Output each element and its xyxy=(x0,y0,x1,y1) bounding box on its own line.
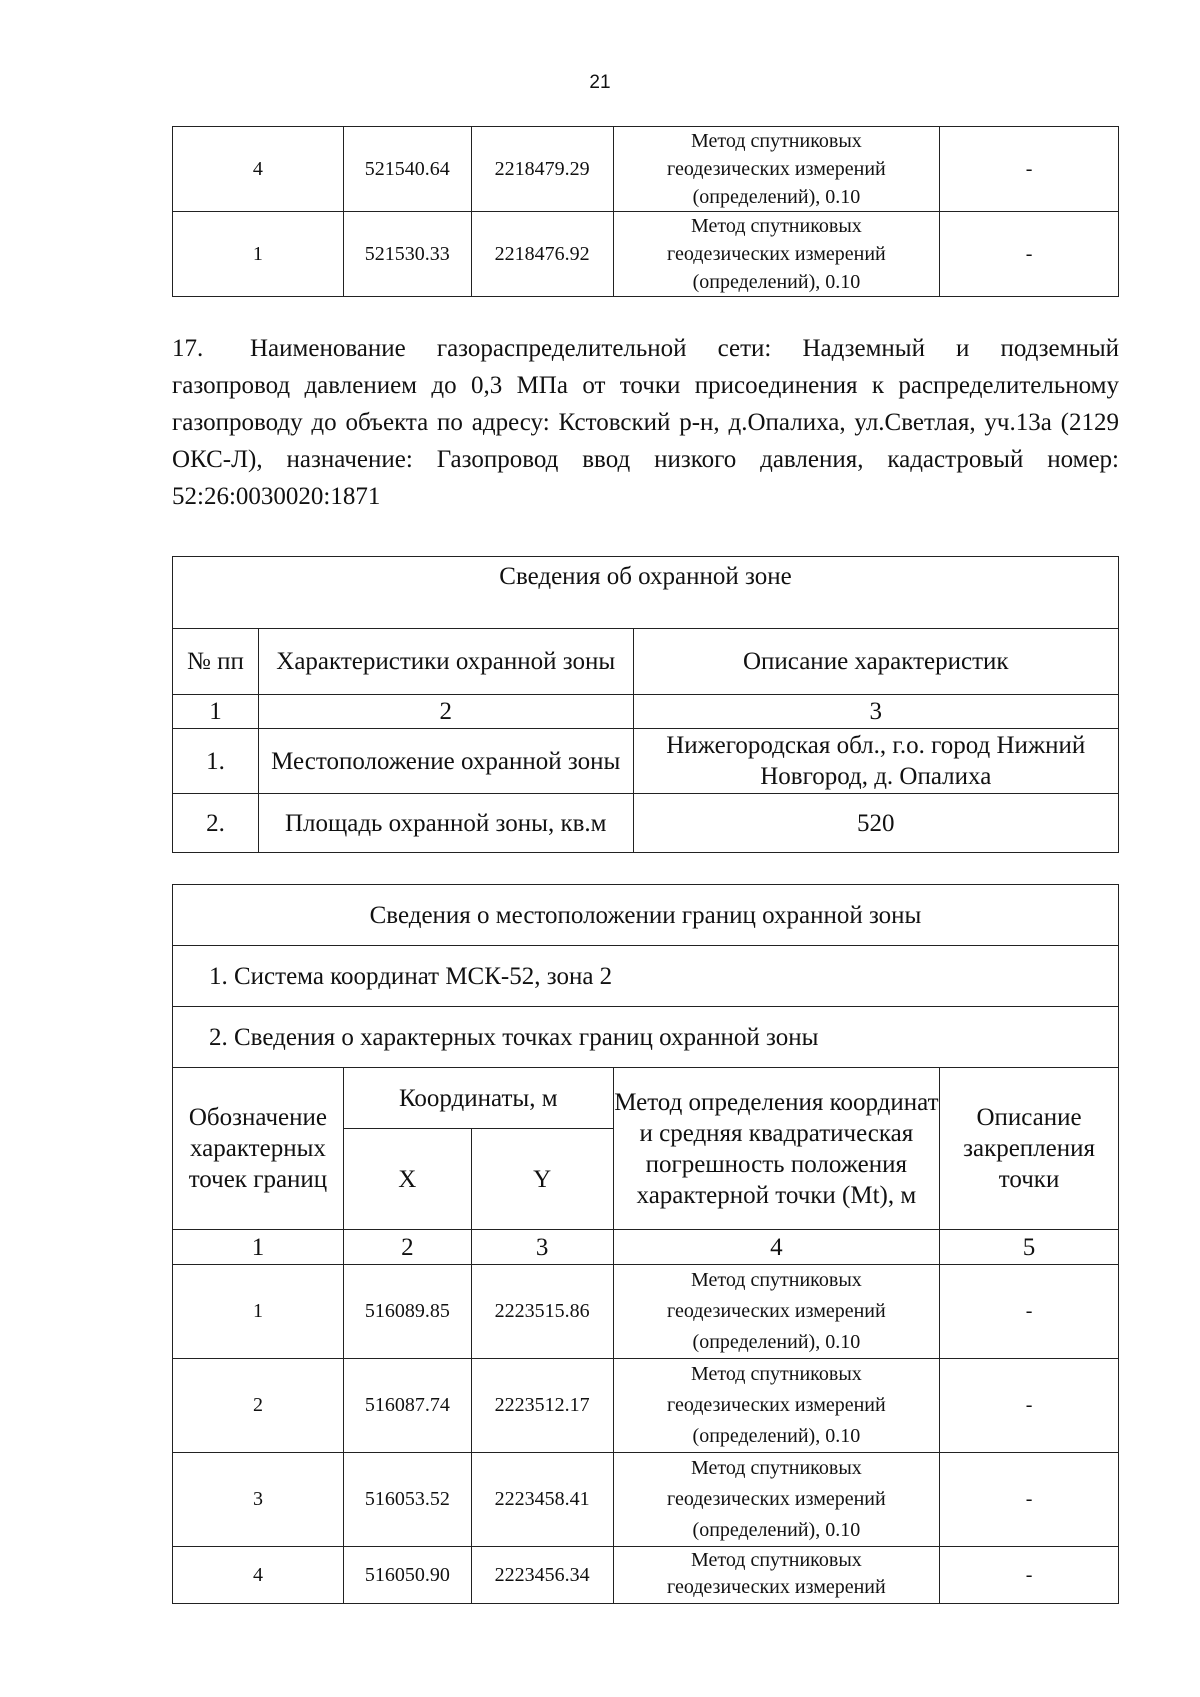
fixing-cell: - xyxy=(940,1547,1119,1604)
row-number: 1. xyxy=(173,729,259,794)
section-text: Наименование газораспределительной сети: Надземный и подземный газопровод давлением до 0,3 МПа от точки присоединения к распределительному газопроводу до объекта по адресу: Кстовский р-н, д.Опалиха, ул.Светлая, уч.13а (2129 ОКС-Л), назначение: Газопровод ввод низкого давления, кадастровый номер: 52:26:0030020:1871 xyxy=(172,335,1119,510)
column-number: 5 xyxy=(940,1230,1119,1265)
method-cell xyxy=(613,1359,940,1453)
column-number: 3 xyxy=(633,695,1118,729)
coord-x: 516050.90 xyxy=(343,1547,471,1604)
coord-x: 516053.52 xyxy=(343,1453,471,1547)
method-line: геодезических измерений xyxy=(667,1576,886,1598)
coord-y: 2218479.29 xyxy=(471,127,613,212)
coordinates-table-continued xyxy=(172,126,1119,297)
table-row xyxy=(173,212,1119,297)
table-row xyxy=(173,1547,1119,1604)
point-id: 3 xyxy=(173,1453,344,1547)
method-line: (определений), 0.10 xyxy=(692,1519,861,1541)
header-designation: Обозначение характерных точек границ xyxy=(173,1068,344,1230)
header-description: Описание характеристик xyxy=(633,629,1118,695)
method-line: Метод спутниковых xyxy=(690,1363,862,1385)
table-row xyxy=(173,729,1119,794)
row-number: 2. xyxy=(173,794,259,853)
fixing-cell: - xyxy=(940,212,1119,297)
characteristic-name: Площадь охранной зоны, кв.м xyxy=(258,794,633,853)
method-line: геодезических измерений xyxy=(667,1394,886,1416)
point-id: 1 xyxy=(173,212,344,297)
section-paragraph xyxy=(172,330,1119,515)
coord-x: 516089.85 xyxy=(343,1265,471,1359)
method-line: (определений), 0.10 xyxy=(692,1331,861,1353)
coord-x: 521530.33 xyxy=(343,212,471,297)
zone-info-table xyxy=(172,556,1119,853)
table-row xyxy=(173,1265,1119,1359)
method-line: Метод спутниковых xyxy=(690,1549,862,1571)
column-number: 1 xyxy=(173,695,259,729)
header-fixing: Описание закрепления точки xyxy=(940,1068,1119,1230)
method-line: геодезических измерений xyxy=(667,1488,886,1510)
method-line: (определений), 0.10 xyxy=(692,1425,861,1447)
zone-table-title: Сведения об охранной зоне xyxy=(173,557,1119,629)
table-row xyxy=(173,794,1119,853)
fixing-cell: - xyxy=(940,1265,1119,1359)
coord-y: 2223456.34 xyxy=(471,1547,613,1604)
column-number: 1 xyxy=(173,1230,344,1265)
coord-y: 2223458.41 xyxy=(471,1453,613,1547)
column-number: 4 xyxy=(613,1230,940,1265)
table-row xyxy=(173,1359,1119,1453)
method-line: геодезических измерений xyxy=(667,243,886,265)
coord-y: 2218476.92 xyxy=(471,212,613,297)
coord-y: 2223512.17 xyxy=(471,1359,613,1453)
method-cell xyxy=(613,1265,940,1359)
method-line: (определений), 0.10 xyxy=(692,186,861,208)
method-line: (определений), 0.10 xyxy=(692,271,861,293)
point-id: 4 xyxy=(173,127,344,212)
fixing-cell: - xyxy=(940,1453,1119,1547)
fixing-cell: - xyxy=(940,127,1119,212)
point-id: 2 xyxy=(173,1359,344,1453)
fixing-cell: - xyxy=(940,1359,1119,1453)
method-cell xyxy=(613,212,940,297)
page-number: 21 xyxy=(589,72,611,93)
coord-x: 516087.74 xyxy=(343,1359,471,1453)
header-y: Y xyxy=(471,1129,613,1230)
section-number: 17. xyxy=(172,335,204,362)
point-id: 1 xyxy=(173,1265,344,1359)
header-coordinates: Координаты, м xyxy=(343,1068,613,1129)
method-cell xyxy=(613,1547,940,1604)
coordinate-system: 1. Система координат МСК-52, зона 2 xyxy=(173,946,1119,1007)
boundary-location-table xyxy=(172,884,1119,1604)
header-characteristics: Характеристики охранной зоны xyxy=(258,629,633,695)
method-line: геодезических измерений xyxy=(667,1300,886,1322)
table-row xyxy=(173,127,1119,212)
method-cell xyxy=(613,127,940,212)
header-number: № пп xyxy=(173,629,259,695)
characteristic-value: Нижегородская обл., г.о. город Нижний Новгород, д. Опалиха xyxy=(633,729,1118,794)
coord-x: 521540.64 xyxy=(343,127,471,212)
header-method: Метод определения координат и средняя квадратическая погрешность положения характерной точки (Mt), м xyxy=(613,1068,940,1230)
column-number: 2 xyxy=(343,1230,471,1265)
point-id: 4 xyxy=(173,1547,344,1604)
characteristic-name: Местоположение охранной зоны xyxy=(258,729,633,794)
header-x: X xyxy=(343,1129,471,1230)
method-line: Метод спутниковых xyxy=(690,1269,862,1291)
loc-table-title: Сведения о местоположении границ охранной зоны xyxy=(173,885,1119,946)
method-cell xyxy=(613,1453,940,1547)
characteristic-value: 520 xyxy=(633,794,1118,853)
method-line: Метод спутниковых xyxy=(690,1457,862,1479)
method-line: Метод спутниковых xyxy=(691,130,862,152)
column-number: 2 xyxy=(258,695,633,729)
table-row xyxy=(173,1453,1119,1547)
points-title: 2. Сведения о характерных точках границ охранной зоны xyxy=(173,1007,1119,1068)
coord-y: 2223515.86 xyxy=(471,1265,613,1359)
column-number: 3 xyxy=(471,1230,613,1265)
method-line: геодезических измерений xyxy=(667,158,886,180)
method-line: Метод спутниковых xyxy=(691,215,862,237)
